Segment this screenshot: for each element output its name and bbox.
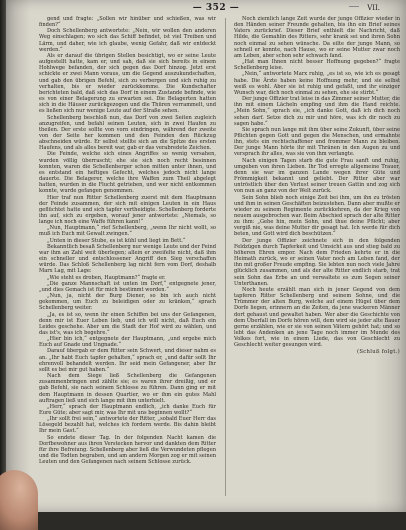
- paragraph: „Wie steht es droben, Hauptmann?“ fragte er.: [47, 274, 166, 281]
- left-text-column: [39, 16, 216, 502]
- paragraph: Als er darauf die übrigen Stellen besichtigt, wo er seine Leute aufgestellt hatte, kam er, und sah, daß sie sich bereits in einem Hohlwege befanden, der sich gegen das Dorf hinzog. Jetzt erst schickte er zwei Mann voraus, um die Gegend auszukundschaften, und gab den übrigen Befehl, sich zu verbergen und sich ruhig zu verhalten, bis er wieder zurückkomme. Die Kundschafter berichteten bald, daß sich das Dorf in einem Zustande befinde, wie es von einer Belagerung zu erwarten sei. Die Belagerten hatten sich in die Häuser zurückgezogen und die Thüren verrammelt, und es ließen sich nur wenige Leute auf der Straße sehen.: [39, 52, 216, 115]
- paragraph: „Nein,“ antwortete Marx ruhig, „es ist so, wie ich es gesagt habe. Die Ärzte haben keine Hoffnung mehr, und sie selbst weiß es wohl. Aber sie ist ruhig und gefaßt, und ihr einziger Wunsch war, dich noch einmal zu sehen, ehe sie stirbt.“: [234, 71, 400, 96]
- paragraph: „Ja, es ist so, wenn ihr einen Schiffen bei uns der Gefangenen, denn mir ist Euer Leben lieb, und ich will nicht, daß Euch ein Leides geschehe. Aber um die Stadt der Hof wird zu wählen, und das ist's, was ich begehre.“: [39, 311, 216, 336]
- paragraph: So endete dieser Tag. In der folgenden Nacht kamen die Dorfbewohner aus ihren Verstecken hervor und dankten dem Ritter für ihre Befreiung. Schellenberg aber ließ die Verwundeten pflegen und die Todten begraben, und am andern Morgen zog er mit seinen Leuten und den Gefangenen nach seinem Schlosse zurück.: [39, 434, 216, 466]
- paragraph: Doch Schellenberg antwortete: „Nein, wir wollen den anderen Weg einschlagen; wo sich das Schiff befindet, ist viel Treiben und Lärm, und daher, wie ich glaube, wenig Gefahr, daß wir entdeckt werden.“: [39, 28, 216, 53]
- paragraph: Der junge Offizier trat leise in das Zimmer seiner Mutter, die ihn mit einem Lächeln empfing und ihm die Hand reichte. „Mein Sohn,“ sprach sie, „ich danke Gott, daß ich dich noch sehen darf. Setze dich zu mir und höre, was ich dir noch zu sagen habe.“: [234, 96, 400, 127]
- paragraph: „Nun, ja, nicht der Burg Diener, so bin ich auch nicht gekommen, um Euch zu beleidigen oder zu kränken,“ sprach Schellenberg weiter.: [39, 293, 216, 312]
- paragraph: Nach einigen Tagen starb die gute Frau sanft und ruhig, umgeben von ihren Lieben. Ihr Tod erregte allgemeine Trauer, denn sie war im ganzen Lande wegen ihrer Güte und Frömmigkeit bekannt und geliebt. Der Ritter aber war untröstlich über den Verlust seiner treuen Gattin und zog sich von nun an ganz von der Welt zurück.: [234, 157, 400, 195]
- paragraph: Nach dem Siege ließ Schellenberg die Gefangenen zusammenbringen und zählte sie; es waren ihrer dreißig, und er gab Befehl, sie nach seinem Schlosse zu führen. Dann ging er mit dem Hauptmann in dessen Quartier, wo er ihm ein gutes Mahl auftragen ließ und sich lange mit ihm unterhielt.: [39, 373, 216, 404]
- paragraph: Schellenberg beschloß nun, das Dorf von zwei Seiten zugleich anzugreifen, und befahl seinen Leuten, sich in zwei Haufen zu theilen. Der erste sollte von vorn eindringen, während der zweite von der Seite her kommen und den Feinden den Rückzug abschneiden würde. Er selbst stellte sich an die Spitze des ersten Haufens, und als alles bereit war, gab er das verabredete Zeichen.: [39, 114, 216, 152]
- book-page: [6, 0, 406, 512]
- paragraph: Die Feinde, welche sich eines Angriffes so wenig versahen, wurden völlig überrascht; ehe sie sich noch recht besinnen konnten, waren die Schellenberger schon mitten unter ihnen, und es entstand ein heftiges Gefecht, welches jedoch nicht lange dauerte. Die Belagerer, welche ihre Waffen zum Theil abgelegt hatten, wurden in die Flucht getrieben, und wer nicht entkommen konnte, wurde gefangen genommen.: [39, 151, 216, 195]
- paragraph: „Nun, Hauptmann,“ rief Schellenberg, „wenn Ihr nicht wollt, so muß ich Euch mit Gewalt zwingen.“: [39, 225, 216, 238]
- section-number: VII.: [367, 4, 380, 12]
- right-text-column: [234, 16, 400, 502]
- paragraph: Noch heute erzählt man sich in jener Gegend von dem tapferen Ritter Schellenberg und seinem Sohne, und die Trümmer der alten Burg, welche auf einem Hügel über dem Dorfe liegen, erinnern an die Zeiten, da jene wackeren Männer dort gehaust und gewaltet haben. Wer aber die Geschichte von dem Überfall im Dorfe hören will, dem wird sie jeder alte Bauer gerne erzählen, wie er sie von seinen Vätern gehört hat; und so lebt das Andenken an jene Tage noch immer im Munde des Volkes fort, wie in einem Liede, das von Geschlecht zu Geschlecht weiter gesungen wird.: [234, 286, 400, 349]
- paragraph: „Ihr sollt frei sein,“ antwortete der Ritter, „sobald Euer Herr das Lösegeld bezahlt hat, welches ich fordern werde. Bis dahin bleibt Ihr mein Gast.“: [39, 416, 216, 435]
- page-number: — 352 —: [192, 3, 240, 13]
- paragraph: Noch ziemlich lange Zeit wurde der junge Offizier wieder in den Händen seiner Freunde gehalten, bis ihn ein Brief seines Vaters zurückrief. Dieser Brief enthielt die Nachricht, daß Hilde, die Gemahlin des Ritters, sehr krank sei und ihren Sohn noch einmal zu sehen wünsche. Da eilte der junge Mann, so schnell er konnte, nach Hause, wo er seine Mutter zwar noch am Leben, aber schon sehr schwach fand.: [234, 16, 400, 59]
- paragraph: „Herr,“ sprach der Hauptmann endlich, „ich danke Euch für Eure Güte; aber sagt mir, was Ihr mit uns beginnen wollt?“: [39, 403, 216, 416]
- page-header: [36, 3, 396, 15]
- paragraph: gend und fragte: „Sollen wir hinüber und schießen, was wir finden?“: [39, 16, 216, 29]
- paragraph: Bekanntlich besaß Schellenberg nur wenige Leute und der Feind war ihm an Zahl weit überlegen; allein er zweifelte nicht, daß ihm ein schneller und entschlossener Angriff den Sieg verschaffen würde. Das Schloß Schellenberg lag nicht fern vom Dorf, deshalb Marx Lag, mit Lage:: [39, 243, 216, 275]
- paragraph: Sein Sohn blieb noch einige Zeit bei ihm, um ihn zu trösten und ihm in seinen Geschäften beizustehen. Dann aber mußte er wieder zu seinem Regimente zurückkehren, da der Krieg von neuem ausgebrochen war. Beim Abschied sprach der alte Ritter zu ihm: „Gehe hin, mein Sohn, und thue deine Pflicht; aber vergiß nie, was deine Mutter dir gesagt hat. Ich werde für dich beten, und Gott wird dich beschützen.“: [234, 194, 400, 238]
- continuation-note: (Schluß folgt.): [356, 349, 400, 356]
- column-divider: [225, 18, 226, 496]
- paragraph: Sie sprach nun lange mit ihm über seine Zukunft, über seine Pflichten gegen Gott und gegen die Menschen, und ermahnte ihn, stets ein rechtschaffener und frommer Mann zu bleiben. Der junge Mann hörte ihr mit Thränen in den Augen zu und versprach ihr alles, was sie von ihm verlangte.: [234, 126, 400, 158]
- paragraph: Der junge Offizier zeichnete sich in den folgenden Feldzügen durch Tapferkeit und Umsicht aus und stieg bald zu höheren Ehren empor. Nach dem Frieden kehrte er in die Heimath zurück, wo er seinen Vater noch am Leben fand, der ihn mit großer Freude empfing. Sie lebten nun noch viele Jahre glücklich zusammen, und als der alte Ritter endlich starb, trat sein Sohn das Erbe an und verwaltete es zum Segen seiner Unterthanen.: [234, 237, 400, 287]
- paragraph: Darauf übergab er dem Ritter sein Schwert, und dieser nahm es an. „Ihr habt Euch tapfer gehalten,“ sprach er, „und dafür sollt Ihr ehrenvoll behandelt werden. Ihr seid mein Gefangener, aber Ihr sollt es bei mir gut haben.“: [39, 348, 216, 373]
- paragraph: „Hat man Ihnen nicht besser Hoffnung gegeben?“ fragte Schellenberg leise.: [234, 59, 400, 72]
- paragraph: Hier traf nun Ritter Schellenberg zuerst mit dem Hauptmann der Feinde zusammen, der sich mit einigen Leuten in ein Haus geflüchtet hatte und sich tapfer vertheidigte. Schellenberg forderte ihn auf, sich zu ergeben, worauf jener antwortete: „Niemals, so lange ich noch eine Waffe führen kann!“: [39, 194, 216, 226]
- paragraph: „Die ganze Mannschaft ist unten im Dorf,“ entgegnete jener, „und dies Gemach ist für mich bestimmt worden.“: [39, 280, 216, 293]
- reader-thumb: [0, 470, 38, 530]
- paragraph: „Hier bin ich,“ entgegnete der Hauptmann, „und ergebe mich Euch auf Gnade und Ungnade.“: [39, 336, 216, 349]
- paragraph: „Unten in dieser Stube, es ist kühl und liegt im Bett.“: [47, 237, 186, 244]
